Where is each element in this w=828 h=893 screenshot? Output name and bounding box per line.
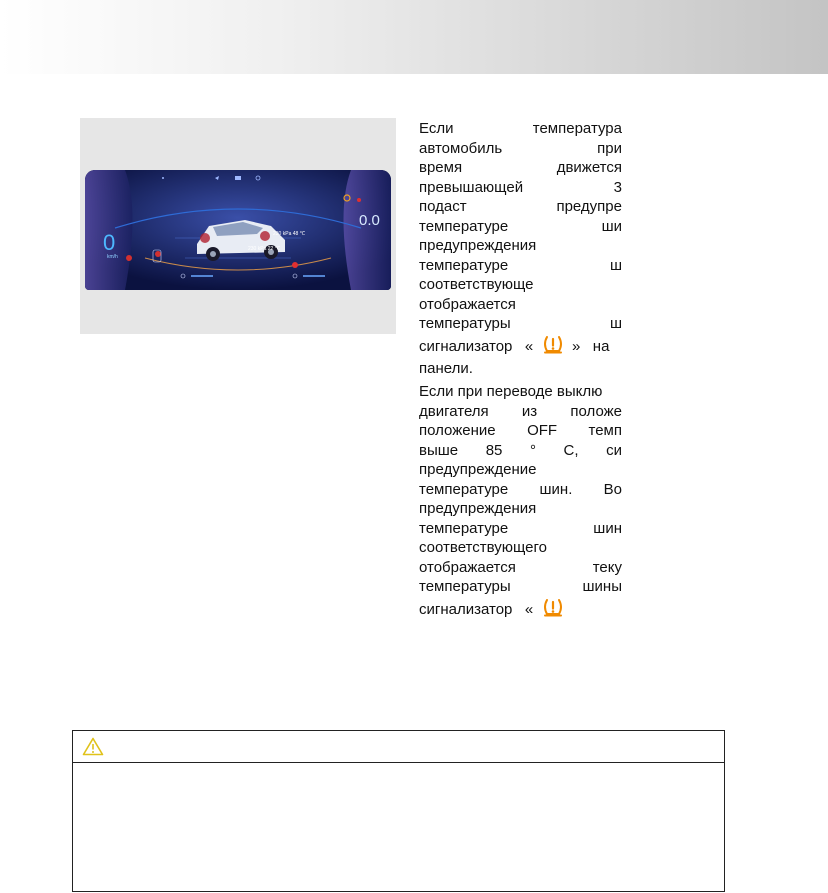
word: шины [582,578,622,595]
text-line [419,314,622,334]
word: отображается [419,558,516,576]
text-line [419,538,634,558]
warning-triangle-icon [82,737,104,756]
word: выше [419,441,459,459]
text-line [419,158,622,178]
word: теку [592,558,622,576]
word: положе [570,402,622,420]
icon-line-text: « [524,337,534,355]
text-line [419,558,622,578]
text-line: панели. [419,359,473,377]
icon-line-text: « [524,600,534,618]
page-header-band [0,0,828,74]
text-line [419,119,622,139]
word: из [521,402,538,420]
word: предупреждения [419,500,537,517]
text-line [419,577,622,597]
word: при [597,139,622,157]
icon-line-text: сигнализатор [419,337,513,355]
text-line [419,519,622,539]
text-line [419,295,634,315]
word: предупре [556,198,622,215]
speed-unit-label: km/h [107,254,118,260]
word: ш [609,315,622,332]
text-line [419,139,622,159]
cluster-graphics [85,170,391,290]
icon-line-text: на [592,337,610,355]
text-line [419,402,622,422]
word: 3 [613,178,622,196]
word: темп [588,422,622,439]
text-line [419,256,622,276]
word: соответствующего [419,539,547,556]
word: температуре [419,217,509,235]
word: Во [603,480,622,498]
text-line [419,480,622,500]
word: OFF [527,422,558,439]
word: температуре [419,519,509,537]
word: 85 [485,441,503,459]
icon-line [419,597,634,622]
word: температуре [419,256,509,274]
paragraph-2 [419,382,634,622]
word: двигателя [419,402,489,420]
front-tire-readout: 230 kPa 48 ℃ [273,231,306,237]
tire-pressure-warning-icon [542,597,564,617]
word: температуре [419,480,509,498]
word: ш [609,256,622,274]
text-line [419,197,622,217]
text-line [419,236,634,256]
icon-line-text: сигнализатор [419,600,513,618]
text-line [419,178,622,198]
word: температуры [419,315,511,332]
word: предупреждение [419,461,537,478]
text-line [419,499,634,519]
word: превышающей [419,178,524,196]
word: C, [563,441,579,459]
instrument-cluster-image [85,170,391,290]
speed-readout: 0 [103,230,116,255]
word: температуры [419,578,511,595]
word: шин [593,519,622,537]
text-line [419,460,634,480]
word: си [606,441,622,459]
word: время [419,159,463,176]
word: положение [419,422,496,439]
text-line [419,275,634,295]
word: Если [419,120,454,137]
word: шин. [539,480,573,498]
word: ° [529,441,536,459]
word: подаст [419,198,467,215]
right-gauge-readout: 0.0 [359,212,380,229]
text-line [419,441,622,461]
word: отображается [419,295,516,313]
word: ши [601,217,622,235]
word: соответствующе [419,276,534,293]
word: автомобиль [419,139,503,157]
warning-header [73,731,724,763]
icon-line [419,334,634,359]
warning-box [72,730,725,892]
text-line [419,421,622,441]
text-line [419,217,622,237]
tire-pressure-warning-icon [542,334,564,354]
word: движется [556,159,622,176]
icon-line-text: » [571,337,581,355]
text-line: Если при переводе выклю [419,383,603,400]
rear-tire-readout: 230 kPa 22 ℃ [248,246,281,252]
body-text-column [419,119,634,622]
paragraph-1 [419,119,634,378]
word: температура [532,120,622,137]
word: предупреждения [419,237,537,254]
